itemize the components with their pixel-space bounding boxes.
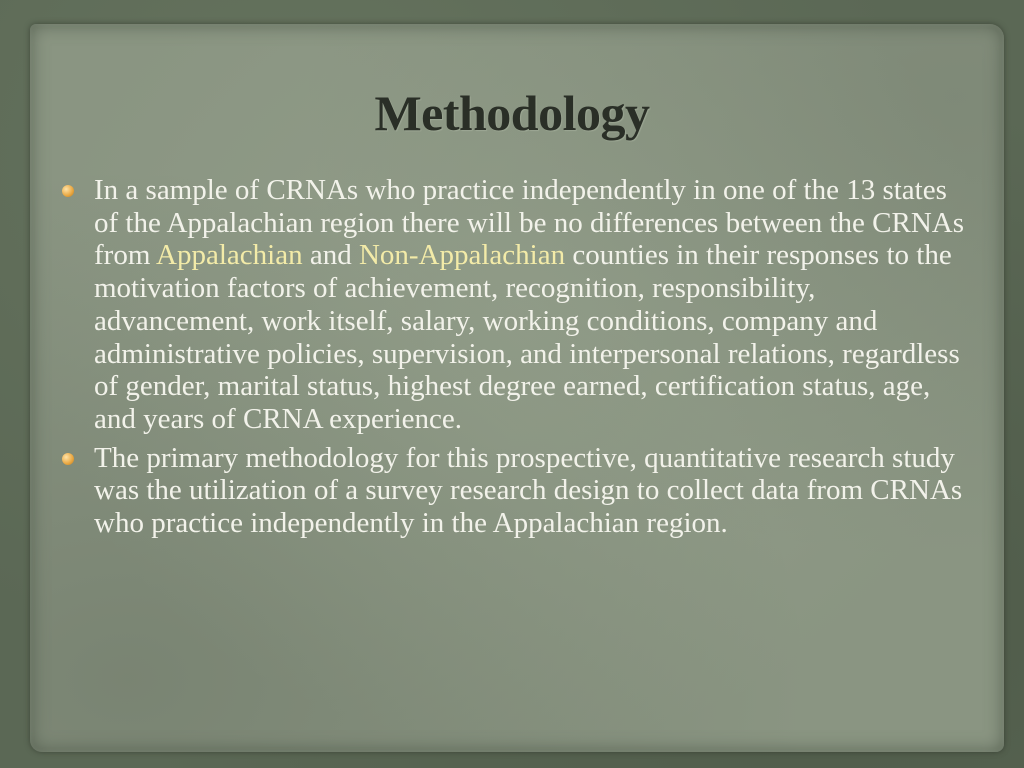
bullet-item-hypothesis	[62, 174, 974, 436]
slide-title: Methodology	[374, 85, 650, 141]
bullet-text: The primary methodology for this prospective, quantitative research study was the utilization of a survey research design to collect data from CRNAs who practice independently in the Appalachian region.	[94, 441, 963, 540]
highlight-appalachian: Appalachian	[156, 239, 303, 272]
bullet-dot-icon	[62, 185, 74, 197]
highlight-non-appalachian: Non-Appalachian	[358, 239, 566, 272]
bullet-item-methodology	[62, 442, 974, 540]
bullet-text-part: and	[302, 239, 359, 272]
bullet-list	[62, 174, 974, 546]
bullet-text-part: counties in their responses to the motivation factors of achievement, recognition, responsibility, advancement, work itself, salary, working conditions, company and administrative policies, supervision, and interpersonal relations, regardless of gender, marital status, highest degree earned, certification status, age, and years of CRNA experience.	[94, 239, 960, 435]
bullet-dot-icon	[62, 453, 74, 465]
bullet-text-part: In a sample of CRNAs who practice independently in one of the 13 states of the Appalachian region there will be no differences between the CRNAs from	[94, 174, 964, 272]
